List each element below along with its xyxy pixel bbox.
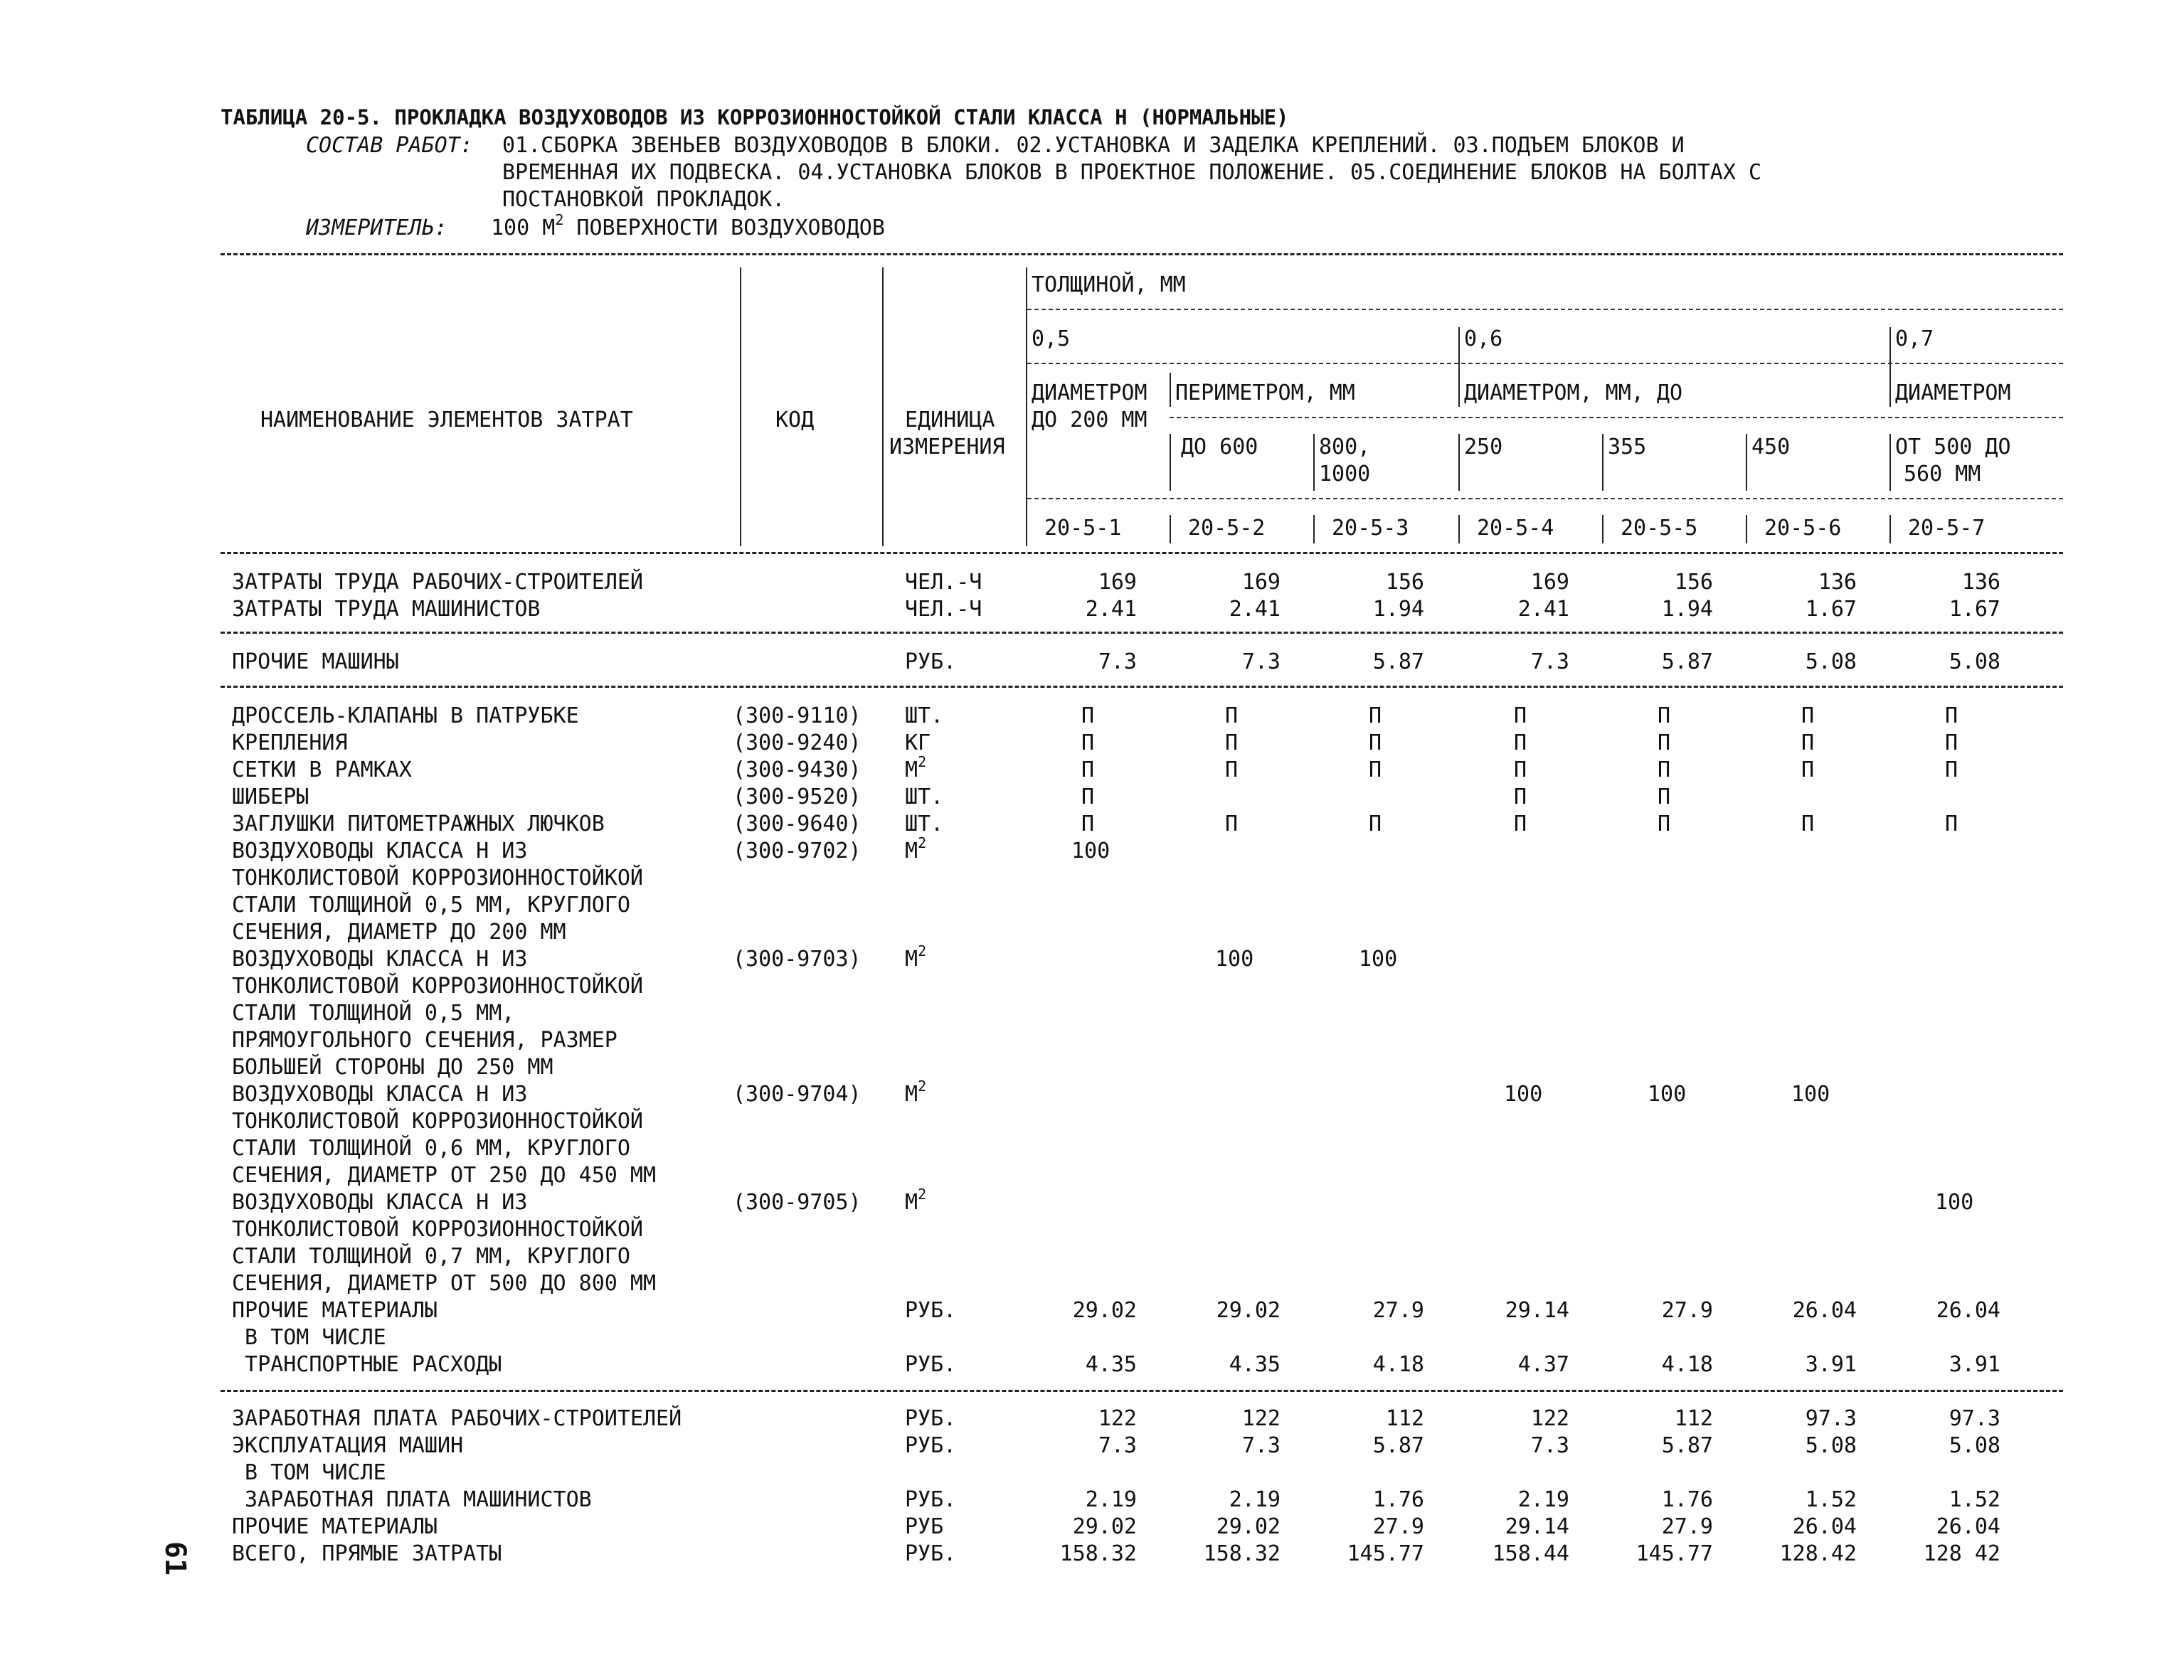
vbar-c7 xyxy=(1889,515,1891,543)
row-value: 122 xyxy=(1098,1406,1137,1431)
row-value-marker: П xyxy=(1369,757,1382,782)
row-value: 1.76 xyxy=(1661,1487,1713,1512)
row-value: 1.52 xyxy=(1805,1487,1857,1512)
row-unit: $М^2$ xyxy=(905,1078,927,1107)
row-name-line: ПРЯМОУГОЛЬНОГО СЕЧЕНИЯ, РАЗМЕР xyxy=(232,1028,617,1053)
row-value-marker: П xyxy=(1225,730,1239,755)
work-label: СОСТАВ РАБОТ: xyxy=(306,133,473,158)
size-p800-2: 1000 xyxy=(1319,462,1371,487)
col-code-4: 20-5-4 xyxy=(1477,516,1554,541)
row-name: ЭКСПЛУАТАЦИЯ МАШИН xyxy=(232,1433,464,1458)
row-value-marker: П xyxy=(1225,812,1239,836)
row-value: 29.02 xyxy=(1216,1514,1281,1539)
row-value: 7.3 xyxy=(1530,649,1569,674)
row-name-line: ВОЗДУХОВОДЫ КЛАССА Н ИЗ xyxy=(232,1190,528,1215)
row-name: ЗАРАБОТНАЯ ПЛАТА МАШИНИСТОВ xyxy=(232,1487,592,1512)
row-value: 5.87 xyxy=(1661,649,1713,674)
row-value-marker: П xyxy=(1658,785,1671,809)
row-code: (300-9430) xyxy=(733,757,862,782)
row-value: 145.77 xyxy=(1347,1541,1424,1566)
row-value: 4.35 xyxy=(1229,1352,1281,1377)
row-name: ПРОЧИЕ МАТЕРИАЛЫ xyxy=(232,1298,438,1323)
row-value: 5.87 xyxy=(1372,649,1424,674)
vbar-07 xyxy=(1889,327,1891,407)
row-name: СЕТКИ В РАМКАХ xyxy=(232,757,412,782)
vbar-c2 xyxy=(1170,515,1171,543)
row-unit: ШТ. xyxy=(905,785,944,809)
work-line-2: ВРЕМЕННАЯ ИХ ПОДВЕСКА. 04.УСТАНОВКА БЛОКОВ В ПРОЕКТНОЕ ПОЛОЖЕНИЕ. 05.СОЕДИНЕНИЕ БЛОКОВ НА БОЛТАХ С xyxy=(502,160,1762,185)
size-d450: 450 xyxy=(1751,435,1791,459)
size-p600: ДО 600 xyxy=(1181,435,1258,459)
row-code: (300-9705) xyxy=(733,1190,862,1215)
row-unit: КГ xyxy=(905,730,931,755)
perim-label: ПЕРИМЕТРОМ, ММ xyxy=(1175,381,1355,405)
row-value: 27.9 xyxy=(1661,1514,1713,1539)
row-name-line: СЕЧЕНИЯ, ДИАМЕТР ОТ 250 ДО 450 ММ xyxy=(232,1163,657,1188)
col-code-1: 20-5-1 xyxy=(1044,516,1122,541)
row-value-marker: П xyxy=(1658,812,1671,836)
row-value-marker: П xyxy=(1658,703,1671,728)
rule-thick-values xyxy=(1027,363,2063,364)
row-value-marker: П xyxy=(1081,812,1095,836)
row-value-marker: П xyxy=(1945,730,1958,755)
col-head-unit-1: ЕДИНИЦА xyxy=(905,408,995,432)
row-unit: ШТ. xyxy=(905,703,944,728)
row-unit: РУБ. xyxy=(905,1406,957,1431)
row-value-marker: П xyxy=(1514,812,1527,836)
row-value: 97.3 xyxy=(1949,1406,2000,1431)
row-value-marker: П xyxy=(1225,703,1239,728)
row-value: 5.08 xyxy=(1805,1433,1857,1458)
row-code: (300-9520) xyxy=(733,785,862,809)
size-p800-1: 800, xyxy=(1319,435,1371,459)
col-code-5: 20-5-5 xyxy=(1621,516,1698,541)
row-value: 7.3 xyxy=(1241,649,1281,674)
row-code: (300-9704) xyxy=(733,1082,862,1107)
row-value: 29.02 xyxy=(1216,1298,1281,1323)
row-name-line: СЕЧЕНИЯ, ДИАМЕТР ДО 200 ММ xyxy=(232,920,566,945)
row-unit: ЧЕЛ.-Ч xyxy=(905,597,982,622)
row-value: 5.87 xyxy=(1661,1433,1713,1458)
row-value: 156 xyxy=(1385,570,1424,595)
row-value: 29.02 xyxy=(1072,1298,1137,1323)
vbar-d355 xyxy=(1602,434,1603,491)
row-unit: $М^2$ xyxy=(905,1186,927,1215)
row-value: 5.87 xyxy=(1372,1433,1424,1458)
row-value: 4.37 xyxy=(1517,1352,1569,1377)
row-value: 158.32 xyxy=(1203,1541,1281,1566)
row-name-line: ТОНКОЛИСТОВОЙ КОРРОЗИОННОСТОЙКОЙ xyxy=(232,1109,643,1134)
row-value: 7.3 xyxy=(1098,649,1137,674)
row-value: 158.32 xyxy=(1059,1541,1137,1566)
rule-sec2 xyxy=(221,686,2063,688)
diam1-line2: ДО 200 ММ xyxy=(1032,408,1147,432)
rule-header-bottom xyxy=(221,552,2063,554)
row-value-marker: П xyxy=(1801,812,1815,836)
row-value: 136 xyxy=(1961,570,2000,595)
col-head-code: КОД xyxy=(775,408,815,432)
diam3-label: ДИАМЕТРОМ xyxy=(1895,381,2011,405)
vbar-d250 xyxy=(1458,434,1460,491)
col-code-3: 20-5-3 xyxy=(1332,516,1409,541)
work-line-1: 01.СБОРКА ЗВЕНЬЕВ ВОЗДУХОВОДОВ В БЛОКИ. 02.УСТАНОВКА И ЗАДЕЛКА КРЕПЛЕНИЙ. 03.ПОДЪЕМ БЛОКОВ И xyxy=(502,133,1685,158)
row-code: (300-9640) xyxy=(733,812,862,836)
col-head-thickness: ТОЛЩИНОЙ, ММ xyxy=(1032,272,1186,297)
row-value: 26.04 xyxy=(1792,1298,1857,1323)
rule-sec1 xyxy=(221,632,2063,634)
thick-05: 0,5 xyxy=(1032,326,1071,351)
row-value: 27.9 xyxy=(1372,1514,1424,1539)
row-value: 1.67 xyxy=(1805,597,1857,622)
row-name: КРЕПЛЕНИЯ xyxy=(232,730,348,755)
row-name: ДРОССЕЛЬ-КЛАПАНЫ В ПАТРУБКЕ xyxy=(232,703,579,728)
thick-07: 0,7 xyxy=(1895,326,1934,351)
row-code: (300-9240) xyxy=(733,730,862,755)
diam1-line1: ДИАМЕТРОМ xyxy=(1032,381,1147,405)
row-value-marker: П xyxy=(1801,703,1815,728)
row-name-line: СТАЛИ ТОЛЩИНОЙ 0,6 ММ, КРУГЛОГО xyxy=(232,1136,630,1161)
row-unit: РУБ. xyxy=(905,1298,957,1323)
row-value: 5.08 xyxy=(1805,649,1857,674)
row-unit: ЧЕЛ.-Ч xyxy=(905,570,982,595)
row-value: 5.08 xyxy=(1949,1433,2000,1458)
row-name-line: ВОЗДУХОВОДЫ КЛАССА Н ИЗ xyxy=(232,1082,528,1107)
row-value-marker: П xyxy=(1514,757,1527,782)
row-value-marker: П xyxy=(1658,730,1671,755)
row-value: 2.19 xyxy=(1517,1487,1569,1512)
row-value: 100 xyxy=(1359,947,1398,972)
rule-sizes xyxy=(1027,498,2063,499)
row-value: 2.41 xyxy=(1229,597,1281,622)
row-unit: $М^2$ xyxy=(905,942,927,972)
vbar-unit xyxy=(882,267,884,546)
vbar-d500 xyxy=(1889,434,1891,491)
row-name: В ТОМ ЧИСЛЕ xyxy=(232,1325,386,1350)
col-head-unit-2: ИЗМЕРЕНИЯ xyxy=(889,435,1005,459)
row-name: ЗАТРАТЫ ТРУДА МАШИНИСТОВ xyxy=(232,597,541,622)
row-unit: РУБ. xyxy=(905,649,957,674)
row-unit: $М^2$ xyxy=(905,753,927,782)
row-value: 169 xyxy=(1241,570,1281,595)
row-name: ЗАТРАТЫ ТРУДА РАБОЧИХ-СТРОИТЕЛЕЙ xyxy=(232,570,643,595)
row-value-marker: П xyxy=(1514,730,1527,755)
vbar-p600 xyxy=(1170,434,1171,491)
rule-shape xyxy=(1170,417,2063,418)
row-value-marker: П xyxy=(1801,730,1815,755)
row-name: ТРАНСПОРТНЫЕ РАСХОДЫ xyxy=(232,1352,502,1377)
page-number: 61 xyxy=(159,1541,192,1576)
col-code-6: 20-5-6 xyxy=(1764,516,1842,541)
row-value-marker: П xyxy=(1369,703,1382,728)
row-value: 112 xyxy=(1385,1406,1424,1431)
row-value: 97.3 xyxy=(1805,1406,1857,1431)
vbar-c6 xyxy=(1746,515,1747,543)
row-value: 5.08 xyxy=(1949,649,2000,674)
table-title: ТАБЛИЦА 20-5. ПРОКЛАДКА ВОЗДУХОВОДОВ ИЗ КОРРОЗИОННОСТОЙКОЙ СТАЛИ КЛАССА Н (НОРМАЛЬНЫЕ) xyxy=(221,105,1289,129)
row-value-marker: П xyxy=(1801,757,1815,782)
row-unit: РУБ xyxy=(905,1514,944,1539)
row-name-line: ВОЗДУХОВОДЫ КЛАССА Н ИЗ xyxy=(232,947,528,972)
rule-thickness xyxy=(1027,309,2063,310)
row-value-marker: П xyxy=(1225,757,1239,782)
row-name: ПРОЧИЕ МАТЕРИАЛЫ xyxy=(232,1514,438,1539)
row-value: 156 xyxy=(1674,570,1713,595)
row-name: ЗАГЛУШКИ ПИТОМЕТРАЖНЫХ ЛЮЧКОВ xyxy=(232,812,605,836)
row-value: 27.9 xyxy=(1372,1298,1424,1323)
row-value-marker: П xyxy=(1514,703,1527,728)
row-value: 27.9 xyxy=(1661,1298,1713,1323)
row-value: 1.94 xyxy=(1372,597,1424,622)
row-value: 26.04 xyxy=(1936,1514,2000,1539)
row-value-marker: П xyxy=(1369,812,1382,836)
row-value: 29.14 xyxy=(1505,1298,1569,1323)
row-name-line: БОЛЬШЕЙ СТОРОНЫ ДО 250 ММ xyxy=(232,1055,553,1080)
row-name-line: СТАЛИ ТОЛЩИНОЙ 0,7 ММ, КРУГЛОГО xyxy=(232,1244,630,1269)
row-name: ЗАРАБОТНАЯ ПЛАТА РАБОЧИХ-СТРОИТЕЛЕЙ xyxy=(232,1406,682,1431)
size-d500-2: 560 ММ xyxy=(1904,462,1981,487)
row-unit: РУБ. xyxy=(905,1433,957,1458)
row-value: 145.77 xyxy=(1636,1541,1713,1566)
row-name-line: СТАЛИ ТОЛЩИНОЙ 0,5 ММ, КРУГЛОГО xyxy=(232,893,630,918)
row-unit: РУБ. xyxy=(905,1541,957,1566)
row-value-marker: П xyxy=(1081,785,1095,809)
row-name-line: ТОНКОЛИСТОВОЙ КОРРОЗИОННОСТОЙКОЙ xyxy=(232,974,643,999)
vbar-p800 xyxy=(1313,434,1315,491)
row-value: 29.02 xyxy=(1072,1514,1137,1539)
row-value: 4.18 xyxy=(1661,1352,1713,1377)
row-value: 122 xyxy=(1530,1406,1569,1431)
thick-06: 0,6 xyxy=(1464,326,1503,351)
row-value-marker: П xyxy=(1081,730,1095,755)
row-value-marker: П xyxy=(1369,730,1382,755)
row-value: 7.3 xyxy=(1098,1433,1137,1458)
vbar-values xyxy=(1026,267,1027,546)
row-name: В ТОМ ЧИСЛЕ xyxy=(232,1460,386,1485)
row-name: ШИБЕРЫ xyxy=(232,785,309,809)
vbar-c5 xyxy=(1602,515,1603,543)
row-code: (300-9110) xyxy=(733,703,862,728)
col-code-7: 20-5-7 xyxy=(1908,516,1986,541)
row-code: (300-9703) xyxy=(733,947,862,972)
row-value-marker: П xyxy=(1658,757,1671,782)
row-name-line: ТОНКОЛИСТОВОЙ КОРРОЗИОННОСТОЙКОЙ xyxy=(232,1217,643,1242)
row-value: 158.44 xyxy=(1492,1541,1569,1566)
row-value: 112 xyxy=(1674,1406,1713,1431)
row-unit: $М^2$ xyxy=(905,834,927,863)
row-value: 29.14 xyxy=(1505,1514,1569,1539)
row-value: 100 xyxy=(1791,1082,1830,1107)
row-value-marker: П xyxy=(1514,785,1527,809)
row-name: ВСЕГО, ПРЯМЫЕ ЗАТРАТЫ xyxy=(232,1541,502,1566)
row-value: 3.91 xyxy=(1805,1352,1857,1377)
meter-label: ИЗМЕРИТЕЛЬ: xyxy=(306,216,447,240)
row-unit: РУБ. xyxy=(905,1352,957,1377)
size-d355: 355 xyxy=(1608,435,1647,459)
row-value: 4.18 xyxy=(1372,1352,1424,1377)
row-value: 136 xyxy=(1818,570,1857,595)
vbar-c3 xyxy=(1313,515,1315,543)
row-value: 169 xyxy=(1530,570,1569,595)
row-value-marker: П xyxy=(1945,812,1958,836)
row-value-marker: П xyxy=(1945,757,1958,782)
row-name-line: ВОЗДУХОВОДЫ КЛАССА Н ИЗ xyxy=(232,839,528,863)
vbar-perim xyxy=(1170,373,1171,407)
row-value: 26.04 xyxy=(1936,1298,2000,1323)
work-line-3: ПОСТАНОВКОЙ ПРОКЛАДОК. xyxy=(502,187,785,212)
row-value: 26.04 xyxy=(1792,1514,1857,1539)
row-unit: РУБ. xyxy=(905,1487,957,1512)
vbar-c4 xyxy=(1458,515,1460,543)
size-d500-1: ОТ 500 ДО xyxy=(1895,435,2011,459)
row-value: 100 xyxy=(1935,1190,1974,1215)
col-code-2: 20-5-2 xyxy=(1188,516,1266,541)
row-value: 2.41 xyxy=(1517,597,1569,622)
row-value: 122 xyxy=(1241,1406,1281,1431)
vbar-d450 xyxy=(1746,434,1747,491)
vbar-06 xyxy=(1458,327,1460,407)
row-value: 128 42 xyxy=(1923,1541,2000,1566)
row-value: 1.67 xyxy=(1949,597,2000,622)
row-name-line: СТАЛИ ТОЛЩИНОЙ 0,5 ММ, xyxy=(232,1001,515,1026)
row-value: 3.91 xyxy=(1949,1352,2000,1377)
row-value: 7.3 xyxy=(1530,1433,1569,1458)
row-value: 100 xyxy=(1504,1082,1543,1107)
row-name-line: ТОНКОЛИСТОВОЙ КОРРОЗИОННОСТОЙКОЙ xyxy=(232,866,643,890)
row-code: (300-9702) xyxy=(733,839,862,863)
row-value: 2.41 xyxy=(1085,597,1137,622)
col-head-name: НАИМЕНОВАНИЕ ЭЛЕМЕНТОВ ЗАТРАТ xyxy=(260,408,633,432)
vbar-code xyxy=(740,267,741,546)
row-value-marker: П xyxy=(1081,757,1095,782)
row-name: ПРОЧИЕ МАШИНЫ xyxy=(232,649,399,674)
rule-sec3 xyxy=(221,1390,2063,1392)
row-unit: ШТ. xyxy=(905,812,944,836)
meter-text: 100 $М^2$ ПОВЕРХНОСТИ ВОЗДУХОВОДОВ xyxy=(491,211,885,240)
row-value: 1.52 xyxy=(1949,1487,2000,1512)
row-value: 100 xyxy=(1071,839,1110,863)
row-value: 7.3 xyxy=(1241,1433,1281,1458)
row-value: 1.94 xyxy=(1661,597,1713,622)
size-d250: 250 xyxy=(1464,435,1503,459)
diam2-label: ДИАМЕТРОМ, ММ, ДО xyxy=(1464,381,1683,405)
row-name-line: СЕЧЕНИЯ, ДИАМЕТР ОТ 500 ДО 800 ММ xyxy=(232,1271,657,1296)
row-value: 4.35 xyxy=(1085,1352,1137,1377)
row-value-marker: П xyxy=(1945,703,1958,728)
row-value: 2.19 xyxy=(1229,1487,1281,1512)
row-value: 1.76 xyxy=(1372,1487,1424,1512)
row-value: 100 xyxy=(1215,947,1254,972)
row-value-marker: П xyxy=(1081,703,1095,728)
row-value: 100 xyxy=(1648,1082,1687,1107)
row-value: 2.19 xyxy=(1085,1487,1137,1512)
row-value: 128.42 xyxy=(1779,1541,1857,1566)
rule-top xyxy=(221,253,2063,255)
row-value: 169 xyxy=(1098,570,1137,595)
